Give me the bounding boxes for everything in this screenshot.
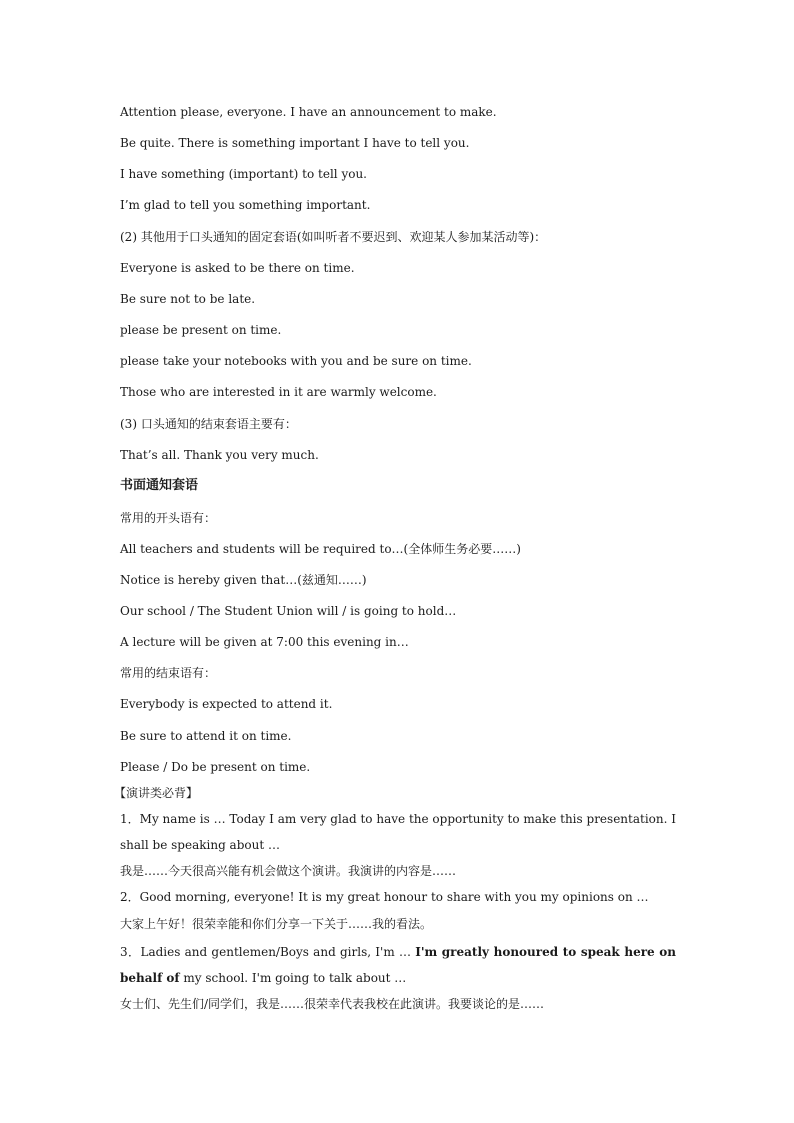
written-opening-line-2: Notice is hereby given that…(兹通知……)	[120, 573, 367, 587]
oral-fixed-line-3: please be present on time.	[120, 323, 282, 337]
speech-item-2-zh: 大家上午好！很荣幸能和你们分享一下关于……我的看法。	[120, 917, 433, 931]
oral-closing-line: That’s all. Thank you very much.	[120, 448, 319, 462]
written-opening-line-3: Our school / The Student Union will / is going to hold…	[120, 604, 457, 618]
written-opening-heading: 常用的开头语有：	[120, 511, 217, 525]
speech-item-3-en-end: my school. I'm going to talk about …	[179, 971, 407, 985]
written-notice-heading: 书面通知套语	[120, 478, 199, 493]
oral-opening-line-2: Be quite. There is something important I have to tell you.	[120, 136, 470, 150]
oral-opening-line-3: I have something (important) to tell you.	[120, 167, 367, 181]
oral-fixed-heading: (2) 其他用于口头通知的固定套语(如叫听者不要迟到、欢迎某人参加某活动等)：	[120, 230, 547, 244]
written-closing-line-3: Please / Do be present on time.	[120, 760, 311, 774]
written-opening-line-1: All teachers and students will be required to…(全体师生务必要……)	[120, 542, 521, 556]
oral-fixed-line-2: Be sure not to be late.	[120, 292, 256, 306]
written-closing-heading: 常用的结束语有：	[120, 666, 217, 680]
speech-item-3-en-start: 3．Ladies and gentlemen/Boys and girls, I'm …	[120, 945, 416, 959]
speech-section-heading: 【演讲类必背】	[114, 786, 199, 800]
written-closing-line-1: Everybody is expected to attend it.	[120, 697, 333, 711]
speech-item-3-zh: 女士们、先生们/同学们，我是……很荣幸代表我校在此演讲。我要谈论的是……	[120, 997, 545, 1011]
speech-item-3-en	[120, 939, 676, 991]
oral-fixed-line-4: please take your notebooks with you and be sure on time.	[120, 354, 472, 368]
oral-fixed-line-5: Those who are interested in it are warmly welcome.	[120, 385, 437, 399]
speech-item-1-en: 1．My name is … Today I am very glad to have the opportunity to make this presentation. I shall be speaking about …	[120, 812, 676, 852]
oral-closing-heading: (3) 口头通知的结束套语主要有：	[120, 417, 297, 431]
oral-opening-line-4: I’m glad to tell you something important.	[120, 198, 371, 212]
speech-item-2-en: 2．Good morning, everyone! It is my great honour to share with you my opinions on …	[120, 890, 649, 904]
oral-fixed-line-1: Everyone is asked to be there on time.	[120, 261, 355, 275]
speech-item-1-zh: 我是……今天很高兴能有机会做这个演讲。我演讲的内容是……	[120, 864, 457, 878]
speech-item-3-en-emphasis: I'm greatly honoured to speak here on behalf of	[120, 945, 676, 985]
written-opening-line-4: A lecture will be given at 7:00 this evening in…	[120, 635, 409, 649]
written-closing-line-2: Be sure to attend it on time.	[120, 729, 292, 743]
oral-opening-line-1: Attention please, everyone. I have an announcement to make.	[120, 105, 497, 119]
